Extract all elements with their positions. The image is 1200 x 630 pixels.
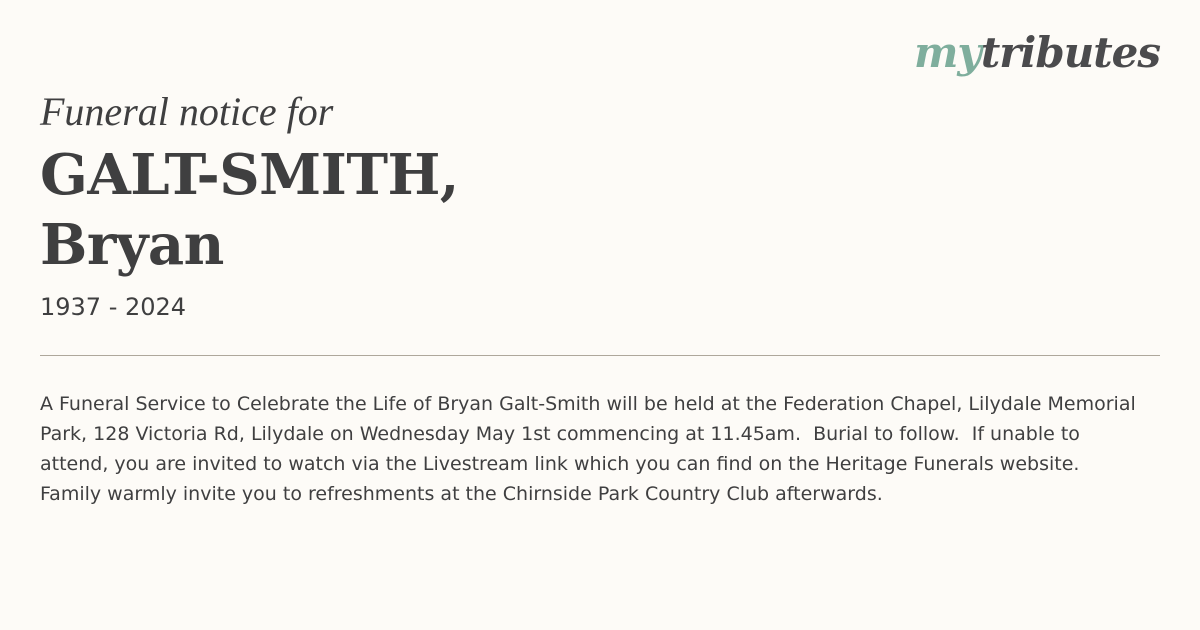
deceased-name bbox=[40, 140, 1040, 280]
notice-body: A Funeral Service to Celebrate the Life of Bryan Galt-Smith will be held at the Federation Chapel, Lilydale Memorial Park, 128 Victoria Rd, Lilydale on Wednesday May 1st commencing at 11.45am. Burial to follow. If unable to attend, you are invited to watch via the Livestream link which you can find on the Heritage Funerals website. Family warmly invite you to refreshments at the Chirnside Park Country Club afterwards. bbox=[40, 393, 1142, 505]
deceased-surname: GALT-SMITH, bbox=[40, 142, 459, 208]
deceased-given-name: Bryan bbox=[40, 212, 224, 278]
logo-tributes: tributes bbox=[980, 28, 1160, 77]
mytributes-logo bbox=[913, 28, 1160, 77]
life-years: 1937 - 2024 bbox=[40, 293, 187, 321]
section-divider bbox=[40, 355, 1160, 356]
notice-kicker: Funeral notice for bbox=[40, 89, 334, 134]
logo-my: my bbox=[913, 28, 981, 77]
notice-header bbox=[40, 88, 1040, 322]
